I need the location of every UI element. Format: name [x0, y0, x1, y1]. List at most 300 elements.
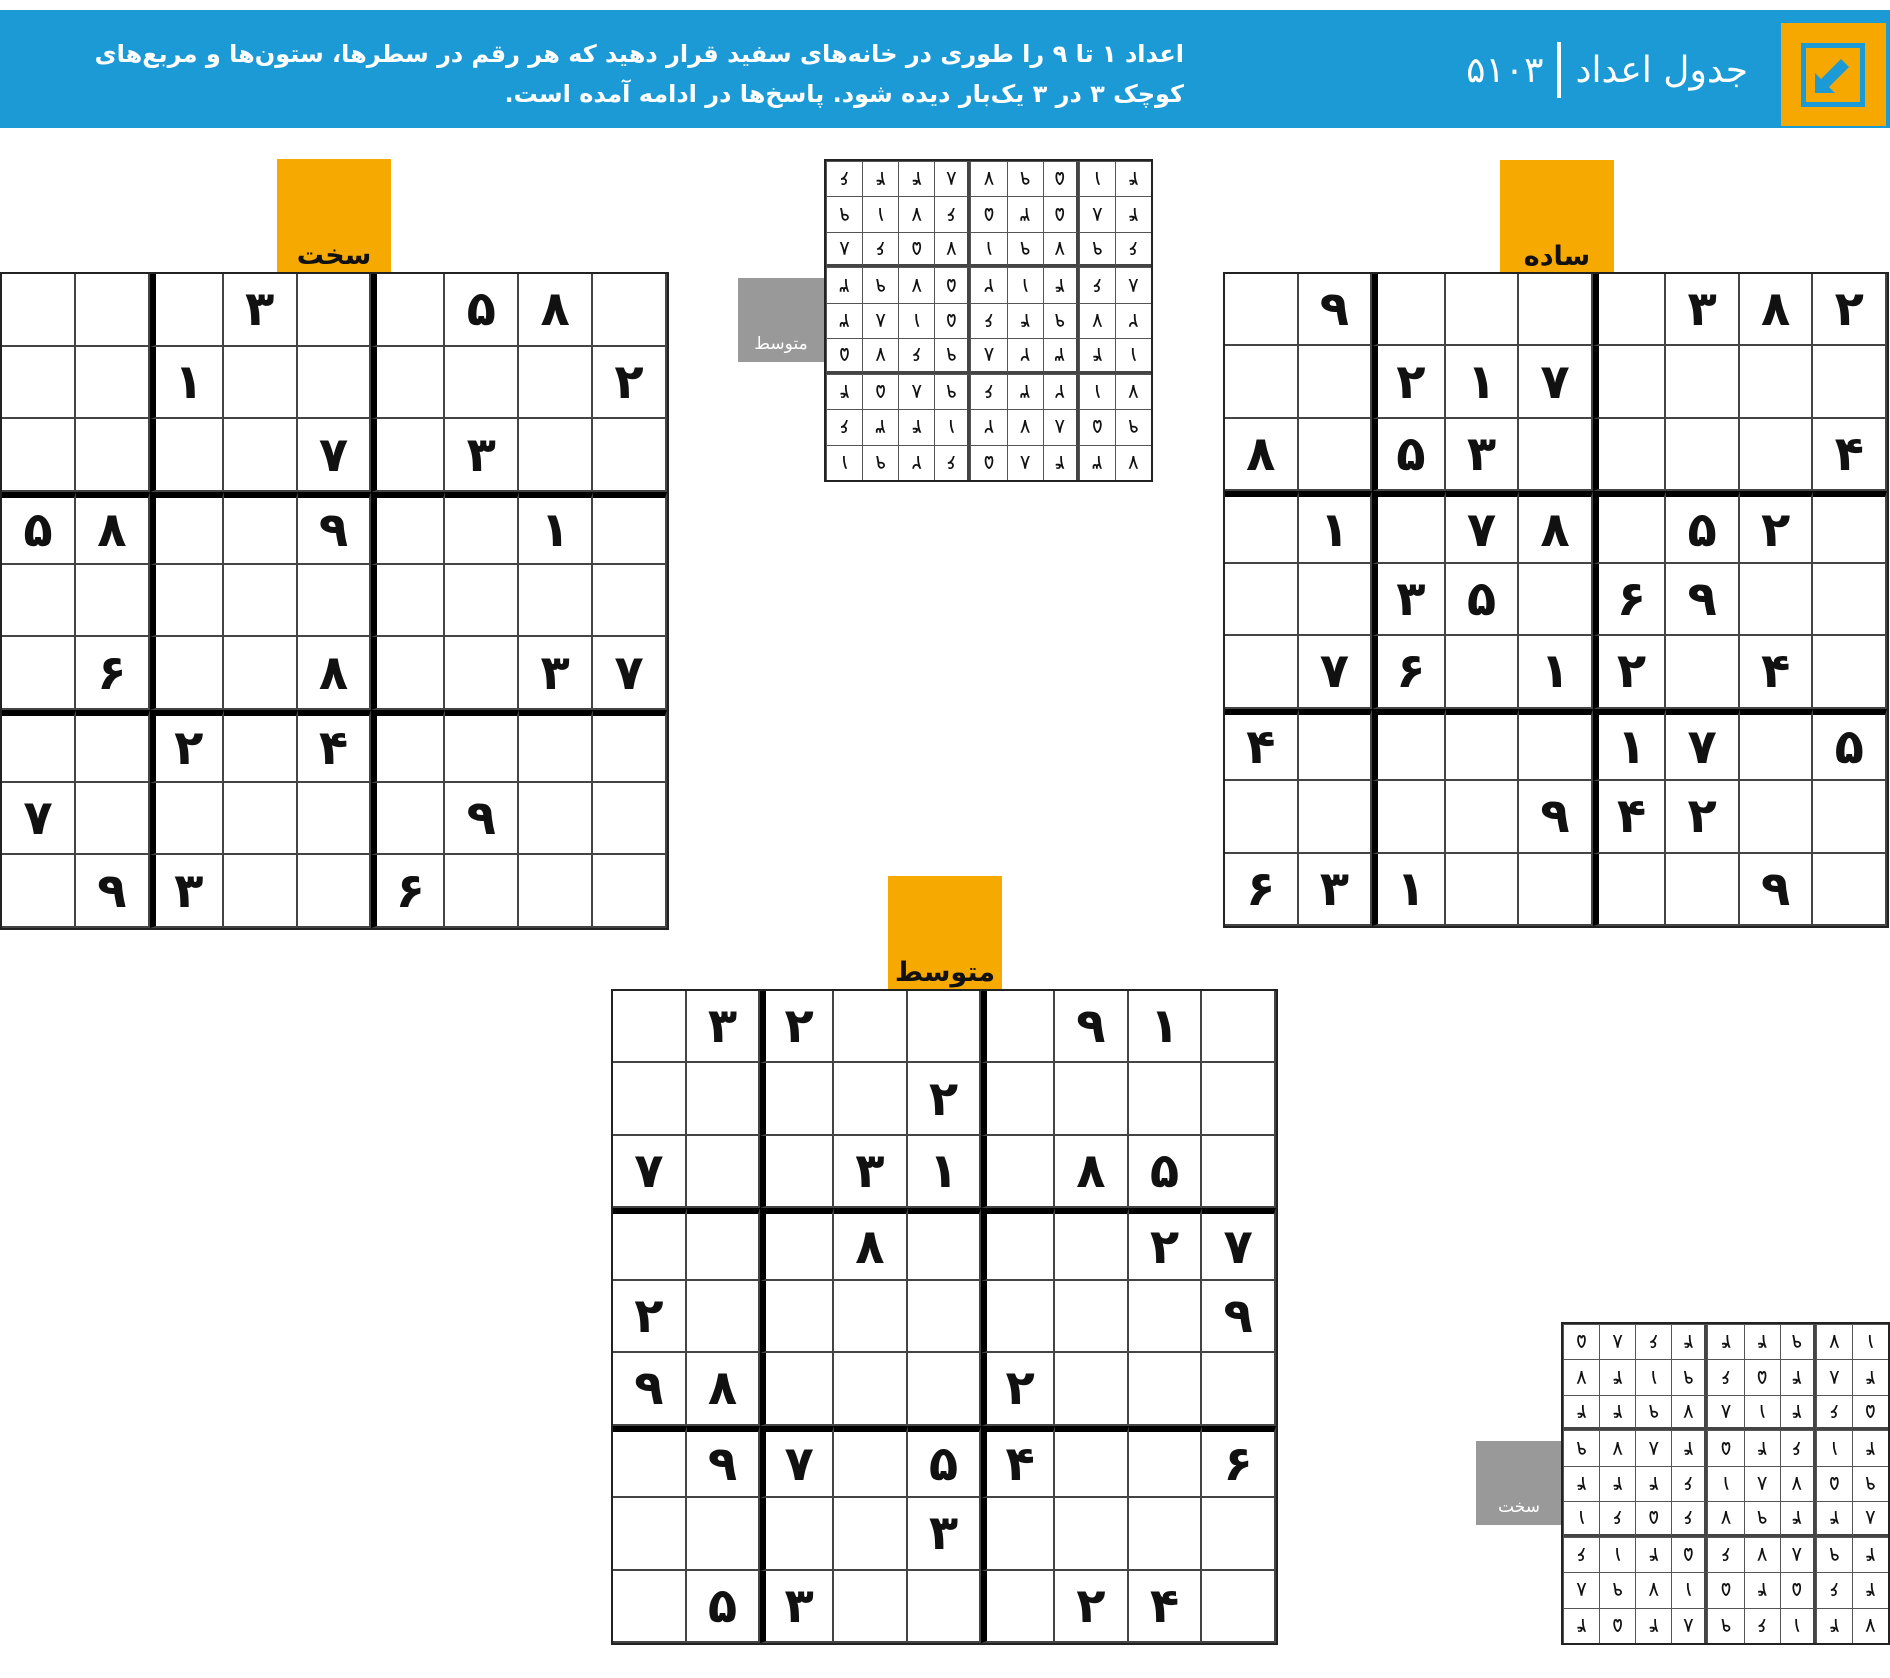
grid-cell: ۴ — [1852, 1430, 1888, 1465]
grid-cell: ۳ — [826, 267, 862, 302]
grid-cell: ۱ — [1744, 1395, 1780, 1430]
grid-cell: ۸ — [687, 1353, 761, 1425]
grid-cell: ۵ — [1043, 196, 1079, 231]
grid-cell — [1055, 1063, 1129, 1135]
grid-cell — [613, 991, 687, 1063]
grid-cell: ۶ — [1115, 232, 1151, 267]
grid-cell: ۹ — [445, 783, 519, 856]
answer-label: متوسط — [754, 334, 808, 354]
grid-cell — [150, 492, 224, 565]
grid-cell: ۴ — [1813, 419, 1887, 491]
grid-cell: ۷ — [1299, 636, 1373, 708]
grid-cell — [1055, 1353, 1129, 1425]
grid-cell — [1593, 854, 1667, 926]
grid-cell — [1299, 709, 1373, 781]
grid-cell: ۷ — [1007, 409, 1043, 444]
grid-cell: ۱ — [519, 492, 593, 565]
grid-cell: ۷ — [1043, 232, 1079, 267]
grid-cell — [1129, 1498, 1203, 1570]
grid-cell: ۸ — [1007, 445, 1043, 480]
grid-cell: ۶ — [970, 303, 1006, 338]
grid-cell — [593, 492, 667, 565]
grid-cell: ۱ — [1115, 338, 1151, 373]
grid-cell — [1372, 274, 1446, 346]
grid-cell — [908, 1353, 982, 1425]
grid-cell — [76, 783, 150, 856]
grid-cell — [981, 1136, 1055, 1208]
grid-cell: ۷ — [1666, 709, 1740, 781]
grid-cell — [1813, 491, 1887, 563]
grid-cell: ۸ — [1707, 1395, 1743, 1430]
grid-cell: ۱ — [1671, 1572, 1707, 1607]
grid-cell: ۵ — [1707, 1572, 1743, 1607]
grid-cell: ۸ — [934, 161, 970, 196]
grid-cell — [687, 1136, 761, 1208]
grid-cell — [981, 991, 1055, 1063]
grid-cell: ۱ — [1079, 161, 1115, 196]
grid-cell: ۶ — [76, 637, 150, 710]
grid-cell: ۹ — [1852, 1466, 1888, 1501]
answer-grid-medium — [824, 159, 1153, 482]
grid-cell: ۵ — [898, 232, 934, 267]
title-separator — [1557, 42, 1561, 98]
grid-cell — [150, 565, 224, 638]
grid-cell — [371, 565, 445, 638]
grid-cell — [834, 1281, 908, 1353]
difficulty-tag-hard — [277, 159, 391, 275]
grid-cell: ۱ — [1079, 374, 1115, 409]
grid-cell: ۸ — [1225, 419, 1299, 491]
grid-cell — [1666, 636, 1740, 708]
grid-cell: ۹ — [76, 855, 150, 928]
grid-cell — [1446, 636, 1520, 708]
grid-cell: ۷ — [298, 419, 372, 492]
grid-cell: ۶ — [1707, 1537, 1743, 1572]
grid-cell: ۴ — [1852, 1537, 1888, 1572]
grid-cell — [593, 710, 667, 783]
header-bar — [0, 10, 1890, 128]
grid-cell: ۵ — [1816, 1466, 1852, 1501]
grid-cell — [1299, 564, 1373, 636]
grid-cell: ۹ — [1740, 854, 1814, 926]
grid-cell: ۶ — [826, 161, 862, 196]
grid-cell — [76, 710, 150, 783]
grid-cell — [1519, 564, 1593, 636]
grid-cell — [593, 565, 667, 638]
grid-cell: ۲ — [1043, 374, 1079, 409]
grid-cell: ۷ — [1563, 1359, 1599, 1394]
grid-cell — [1225, 636, 1299, 708]
grid-cell — [593, 274, 667, 347]
grid-cell: ۴ — [1635, 1466, 1671, 1501]
grid-cell — [1055, 1426, 1129, 1498]
difficulty-label: متوسط — [894, 957, 996, 988]
grid-cell: ۵ — [1372, 419, 1446, 491]
grid-cell — [2, 637, 76, 710]
grid-cell: ۴ — [1593, 781, 1667, 853]
grid-cell — [1372, 491, 1446, 563]
grid-cell: ۶ — [970, 374, 1006, 409]
grid-cell: ۵ — [908, 1426, 982, 1498]
grid-cell — [150, 783, 224, 856]
grid-cell — [613, 1426, 687, 1498]
grid-cell: ۲ — [970, 267, 1006, 302]
grid-cell — [834, 1571, 908, 1643]
grid-cell — [760, 1498, 834, 1570]
grid-cell: ۷ — [1635, 1572, 1671, 1607]
grid-cell — [150, 637, 224, 710]
difficulty-label: ساده — [1523, 241, 1591, 272]
grid-cell: ۵ — [1671, 1537, 1707, 1572]
grid-cell: ۹ — [1299, 274, 1373, 346]
grid-cell: ۸ — [826, 232, 862, 267]
grid-cell: ۶ — [1816, 1395, 1852, 1430]
grid-cell — [76, 274, 150, 347]
grid-cell: ۹ — [1043, 303, 1079, 338]
grid-cell: ۹ — [826, 196, 862, 231]
grid-cell: ۷ — [898, 196, 934, 231]
grid-cell — [519, 419, 593, 492]
grid-cell: ۶ — [1635, 1324, 1671, 1359]
grid-cell: ۲ — [593, 347, 667, 420]
grid-cell — [1225, 564, 1299, 636]
grid-cell: ۱ — [150, 347, 224, 420]
grid-cell: ۲ — [898, 445, 934, 480]
grid-cell: ۴ — [1043, 267, 1079, 302]
grid-cell: ۴ — [1780, 1359, 1816, 1394]
grid-cell: ۳ — [760, 1571, 834, 1643]
grid-cell — [2, 710, 76, 783]
grid-cell: ۴ — [1635, 1537, 1671, 1572]
grid-cell: ۴ — [898, 161, 934, 196]
grid-cell: ۷ — [613, 1136, 687, 1208]
grid-cell — [1372, 781, 1446, 853]
grid-cell: ۱ — [1593, 709, 1667, 781]
grid-cell: ۴ — [862, 161, 898, 196]
grid-cell: ۲ — [1115, 303, 1151, 338]
grid-cell: ۶ — [826, 409, 862, 444]
grid-cell: ۹ — [1115, 409, 1151, 444]
grid-cell: ۵ — [1599, 1608, 1635, 1643]
grid-cell — [76, 419, 150, 492]
grid-cell: ۶ — [1816, 1572, 1852, 1607]
grid-cell: ۱ — [970, 232, 1006, 267]
grid-cell: ۵ — [970, 196, 1006, 231]
grid-cell — [687, 1498, 761, 1570]
grid-cell: ۷ — [2, 783, 76, 856]
grid-cell: ۸ — [298, 637, 372, 710]
grid-cell: ۵ — [1852, 1395, 1888, 1430]
grid-cell: ۵ — [1129, 1136, 1203, 1208]
grid-cell — [1813, 854, 1887, 926]
grid-cell: ۲ — [970, 409, 1006, 444]
grid-cell: ۲ — [1055, 1571, 1129, 1643]
grid-cell: ۱ — [908, 1136, 982, 1208]
grid-cell: ۳ — [687, 991, 761, 1063]
grid-cell: ۲ — [150, 710, 224, 783]
grid-cell: ۳ — [1372, 564, 1446, 636]
grid-cell: ۴ — [1225, 709, 1299, 781]
grid-cell: ۸ — [1563, 1572, 1599, 1607]
grid-cell — [1519, 709, 1593, 781]
grid-cell: ۹ — [1055, 991, 1129, 1063]
grid-cell — [834, 991, 908, 1063]
grid-cell: ۴ — [1707, 1324, 1743, 1359]
grid-cell — [224, 855, 298, 928]
grid-cell: ۵ — [1666, 491, 1740, 563]
grid-cell — [150, 274, 224, 347]
grid-cell — [687, 1208, 761, 1280]
grid-cell — [760, 1063, 834, 1135]
grid-cell: ۹ — [1519, 781, 1593, 853]
grid-cell — [1372, 709, 1446, 781]
grid-cell: ۶ — [1593, 564, 1667, 636]
grid-cell: ۲ — [908, 1063, 982, 1135]
grid-cell — [908, 1208, 982, 1280]
grid-cell: ۵ — [1780, 1572, 1816, 1607]
difficulty-tag-medium — [888, 876, 1002, 992]
sudoku-grid-easy — [1223, 272, 1889, 928]
grid-cell — [76, 565, 150, 638]
answer-tag-medium — [738, 278, 824, 362]
grid-cell — [1740, 564, 1814, 636]
grid-cell: ۶ — [1707, 1359, 1743, 1394]
grid-cell: ۴ — [826, 374, 862, 409]
grid-cell — [1813, 346, 1887, 418]
grid-cell — [981, 1063, 1055, 1135]
grid-cell: ۸ — [1816, 1359, 1852, 1394]
grid-cell: ۳ — [862, 409, 898, 444]
grid-cell: ۷ — [760, 1426, 834, 1498]
grid-cell: ۳ — [1299, 854, 1373, 926]
sudoku-grid-medium — [611, 989, 1278, 1645]
grid-cell: ۹ — [1816, 1537, 1852, 1572]
grid-cell: ۸ — [1671, 1608, 1707, 1643]
grid-cell: ۱ — [1299, 491, 1373, 563]
logo — [1781, 23, 1886, 126]
difficulty-tag-easy — [1500, 160, 1614, 276]
grid-cell: ۹ — [862, 445, 898, 480]
grid-cell — [1593, 419, 1667, 491]
grid-cell — [1593, 491, 1667, 563]
answer-label: سخت — [1498, 1497, 1540, 1517]
grid-cell — [1299, 419, 1373, 491]
grid-cell — [981, 1208, 1055, 1280]
grid-cell — [908, 1571, 982, 1643]
grid-cell: ۱ — [1599, 1537, 1635, 1572]
grid-cell: ۱ — [826, 445, 862, 480]
grid-cell — [1446, 709, 1520, 781]
grid-cell: ۶ — [1225, 854, 1299, 926]
grid-cell: ۳ — [1446, 419, 1520, 491]
grid-cell — [687, 1281, 761, 1353]
grid-cell — [224, 783, 298, 856]
grid-cell: ۸ — [1055, 1136, 1129, 1208]
grid-cell: ۷ — [1446, 491, 1520, 563]
grid-cell — [760, 1353, 834, 1425]
grid-cell — [1519, 419, 1593, 491]
grid-cell: ۹ — [1635, 1395, 1671, 1430]
grid-cell — [1740, 781, 1814, 853]
grid-cell: ۳ — [826, 303, 862, 338]
grid-cell: ۲ — [760, 991, 834, 1063]
grid-cell — [1202, 991, 1276, 1063]
grid-cell: ۷ — [898, 267, 934, 302]
grid-cell: ۹ — [1707, 1608, 1743, 1643]
grid-cell — [1202, 1353, 1276, 1425]
grid-cell: ۴ — [1563, 1466, 1599, 1501]
grid-cell: ۴ — [1816, 1501, 1852, 1536]
grid-cell: ۲ — [1372, 346, 1446, 418]
grid-cell: ۶ — [371, 855, 445, 928]
grid-cell: ۳ — [1007, 196, 1043, 231]
grid-cell: ۱ — [1372, 854, 1446, 926]
grid-cell — [445, 565, 519, 638]
grid-cell: ۵ — [1043, 161, 1079, 196]
grid-cell: ۴ — [1115, 196, 1151, 231]
grid-cell — [298, 565, 372, 638]
grid-cell: ۹ — [613, 1353, 687, 1425]
grid-cell: ۵ — [934, 303, 970, 338]
grid-cell: ۹ — [1007, 232, 1043, 267]
grid-cell: ۱ — [1563, 1501, 1599, 1536]
grid-cell — [1593, 274, 1667, 346]
grid-cell — [519, 855, 593, 928]
grid-cell — [224, 565, 298, 638]
grid-cell — [1666, 346, 1740, 418]
grid-cell — [445, 492, 519, 565]
grid-cell: ۶ — [1671, 1501, 1707, 1536]
grid-cell — [224, 710, 298, 783]
grid-cell — [298, 783, 372, 856]
grid-cell: ۸ — [1744, 1466, 1780, 1501]
grid-cell — [371, 710, 445, 783]
grid-cell: ۱ — [862, 196, 898, 231]
grid-cell: ۹ — [1202, 1281, 1276, 1353]
grid-cell — [371, 274, 445, 347]
grid-cell: ۸ — [898, 374, 934, 409]
grid-cell — [1666, 419, 1740, 491]
grid-cell: ۶ — [934, 196, 970, 231]
grid-cell: ۱ — [1446, 346, 1520, 418]
grid-cell — [150, 419, 224, 492]
grid-cell — [298, 274, 372, 347]
grid-cell: ۱ — [1780, 1608, 1816, 1643]
grid-cell — [371, 637, 445, 710]
grid-cell — [224, 347, 298, 420]
grid-cell: ۶ — [1671, 1466, 1707, 1501]
grid-cell — [519, 783, 593, 856]
grid-cell: ۷ — [1115, 374, 1151, 409]
grid-cell — [371, 419, 445, 492]
grid-cell: ۴ — [981, 1426, 1055, 1498]
grid-cell — [1225, 346, 1299, 418]
grid-cell: ۳ — [1007, 374, 1043, 409]
grid-cell — [1813, 636, 1887, 708]
grid-cell: ۸ — [1115, 267, 1151, 302]
grid-cell — [519, 710, 593, 783]
grid-cell — [2, 419, 76, 492]
grid-cell — [1225, 781, 1299, 853]
grid-cell — [445, 637, 519, 710]
grid-cell — [613, 1208, 687, 1280]
grid-cell: ۷ — [1079, 303, 1115, 338]
grid-cell: ۷ — [1816, 1324, 1852, 1359]
puzzle-number: ۵۱۰۳ — [1466, 49, 1544, 91]
grid-cell — [298, 347, 372, 420]
grid-cell — [1225, 491, 1299, 563]
difficulty-label: سخت — [296, 240, 372, 271]
grid-cell — [1055, 1498, 1129, 1570]
grid-cell: ۹ — [1744, 1501, 1780, 1536]
grid-cell: ۳ — [1043, 338, 1079, 373]
grid-cell: ۲ — [1813, 274, 1887, 346]
grid-cell: ۴ — [1852, 1572, 1888, 1607]
grid-cell: ۶ — [898, 338, 934, 373]
grid-cell: ۱ — [1816, 1430, 1852, 1465]
grid-cell — [593, 419, 667, 492]
grid-cell — [1813, 564, 1887, 636]
grid-cell: ۸ — [1635, 1430, 1671, 1465]
grid-cell: ۹ — [1563, 1430, 1599, 1465]
grid-cell — [2, 274, 76, 347]
grid-cell — [613, 1571, 687, 1643]
grid-cell — [1740, 346, 1814, 418]
grid-cell: ۲ — [1666, 781, 1740, 853]
grid-cell: ۸ — [1519, 491, 1593, 563]
grid-cell: ۵ — [1563, 1324, 1599, 1359]
grid-cell: ۶ — [1079, 267, 1115, 302]
grid-cell: ۹ — [1079, 232, 1115, 267]
grid-cell: ۹ — [1666, 564, 1740, 636]
grid-cell: ۹ — [934, 338, 970, 373]
grid-cell: ۴ — [1599, 1466, 1635, 1501]
grid-cell: ۶ — [1780, 1430, 1816, 1465]
grid-cell: ۵ — [1079, 409, 1115, 444]
grid-cell: ۷ — [1744, 1537, 1780, 1572]
grid-cell: ۲ — [613, 1281, 687, 1353]
grid-cell: ۸ — [519, 274, 593, 347]
grid-cell: ۱ — [1635, 1359, 1671, 1394]
grid-cell — [834, 1353, 908, 1425]
grid-cell — [1446, 781, 1520, 853]
grid-cell: ۸ — [76, 492, 150, 565]
grid-cell: ۴ — [1079, 338, 1115, 373]
grid-cell: ۹ — [298, 492, 372, 565]
grid-cell — [613, 1498, 687, 1570]
grid-cell — [519, 347, 593, 420]
grid-cell: ۵ — [445, 274, 519, 347]
grid-cell: ۴ — [1671, 1430, 1707, 1465]
grid-cell — [908, 991, 982, 1063]
grid-cell — [1446, 274, 1520, 346]
grid-cell — [371, 783, 445, 856]
grid-cell: ۸ — [1043, 409, 1079, 444]
title-group — [1466, 30, 1748, 110]
grid-cell — [1740, 709, 1814, 781]
grid-cell: ۴ — [1744, 1430, 1780, 1465]
grid-cell — [1225, 274, 1299, 346]
grid-cell — [593, 783, 667, 856]
grid-cell: ۳ — [224, 274, 298, 347]
grid-cell — [687, 1063, 761, 1135]
grid-cell: ۷ — [934, 232, 970, 267]
grid-cell: ۴ — [1043, 445, 1079, 480]
grid-cell — [981, 1281, 1055, 1353]
grid-cell: ۴ — [1599, 1359, 1635, 1394]
grid-cell: ۶ — [1744, 1608, 1780, 1643]
grid-cell — [445, 855, 519, 928]
